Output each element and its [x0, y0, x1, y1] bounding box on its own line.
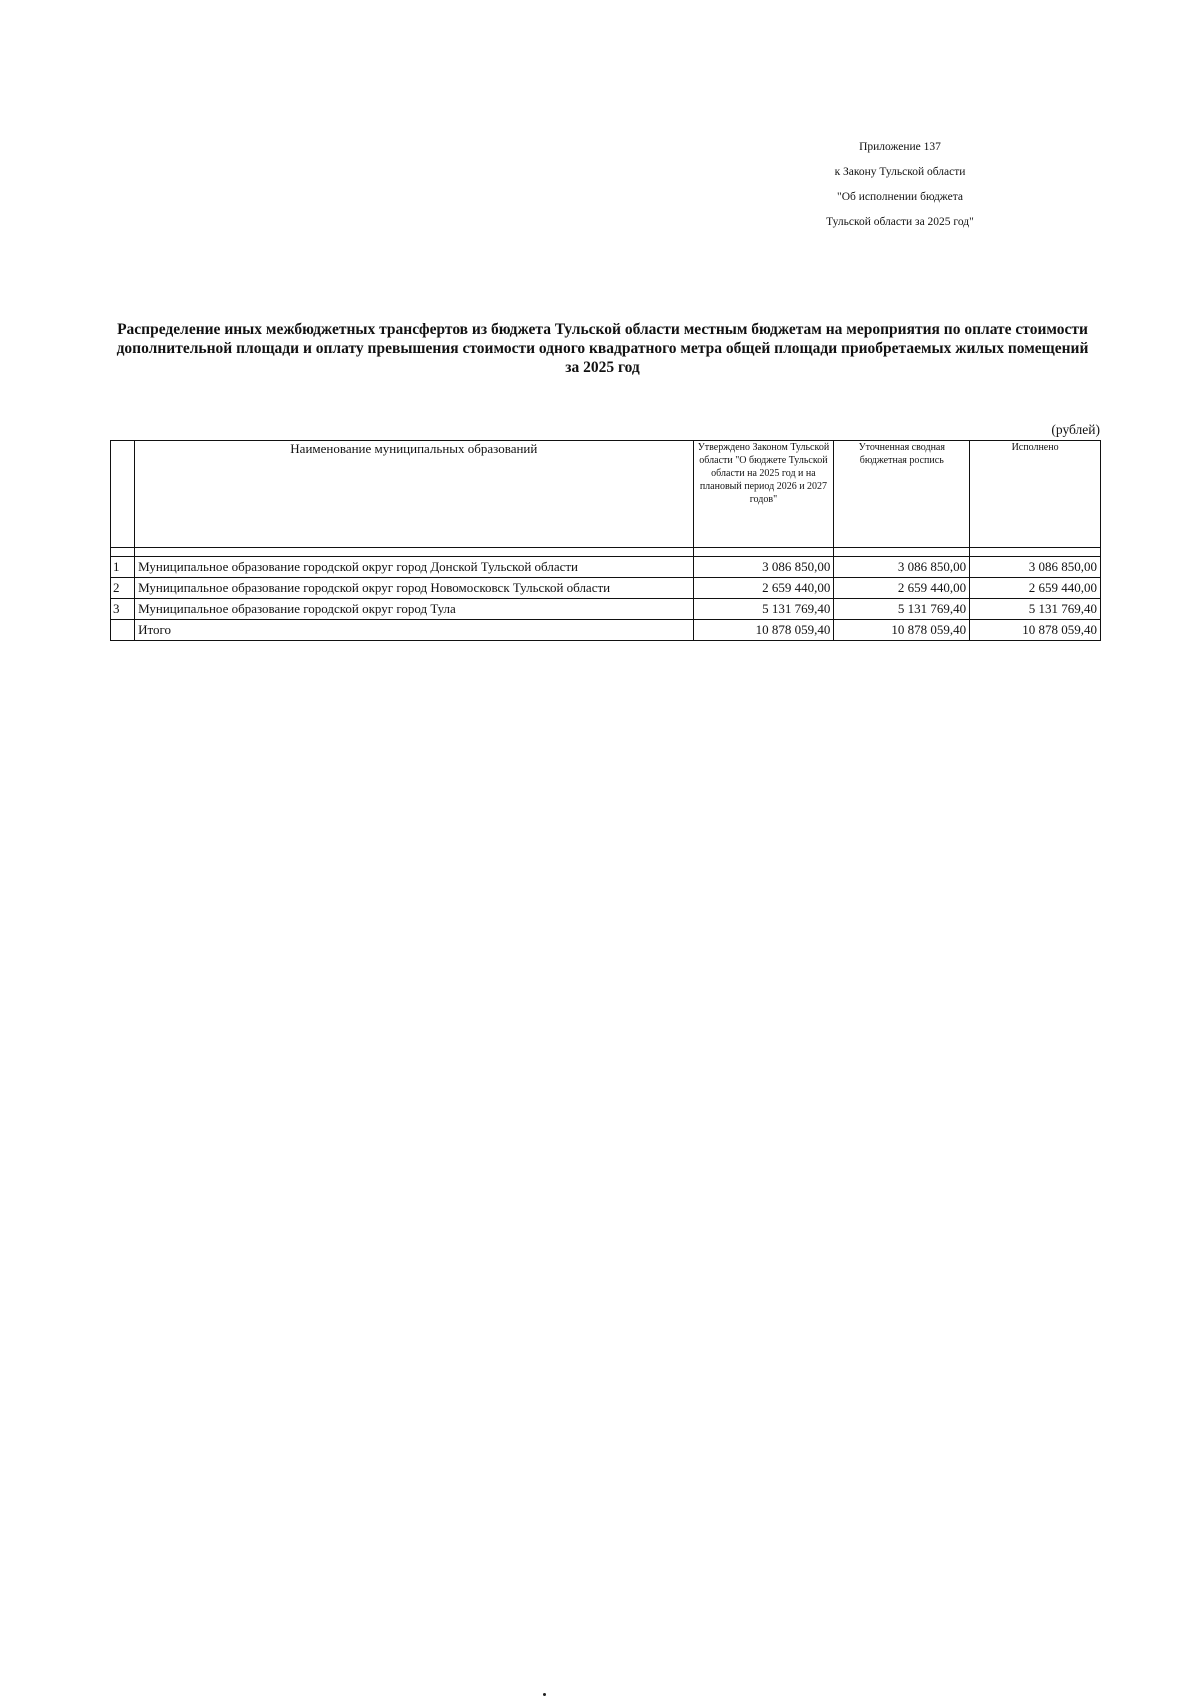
table-row	[111, 599, 1101, 620]
header-approved: Утверждено Законом Тульской области "О бюджете Тульской области на 2025 год и на плановый период 2026 и 2027 годов"	[693, 441, 834, 548]
row-name: Муниципальное образование городской округ город Донской Тульской области	[135, 557, 693, 578]
row-refined: 2 659 440,00	[834, 578, 970, 599]
scan-speck	[543, 1693, 546, 1696]
row-refined: 3 086 850,00	[834, 557, 970, 578]
row-number: 3	[111, 599, 135, 620]
appendix-law-title-1: "Об исполнении бюджета	[837, 191, 963, 203]
row-executed: 3 086 850,00	[970, 557, 1101, 578]
header-number	[111, 441, 135, 548]
header-executed: Исполнено	[970, 441, 1101, 548]
row-name: Муниципальное образование городской округ город Новомосковск Тульской области	[135, 578, 693, 599]
appendix-law-ref: к Закону Тульской области	[834, 166, 966, 178]
row-executed: 5 131 769,40	[970, 599, 1101, 620]
distribution-table	[110, 440, 1101, 641]
row-executed: 2 659 440,00	[970, 578, 1101, 599]
row-refined: 5 131 769,40	[834, 599, 970, 620]
row-approved: 5 131 769,40	[693, 599, 834, 620]
header-refined: Уточненная сводная бюджетная роспись	[834, 441, 970, 548]
document-title: Распределение иных межбюджетных трансфертов из бюджета Тульской области местным бюджетам на мероприятия по оплате стоимости дополнительной площади и оплату превышения стоимости одного квадратного метра общей площади приобретаемых жилых помещений за 2025 год	[116, 321, 1089, 376]
unit-label: (рублей)	[1051, 422, 1100, 437]
table-row	[111, 578, 1101, 599]
total-label: Итого	[135, 620, 693, 641]
row-number: 2	[111, 578, 135, 599]
appendix-number: Приложение 137	[859, 141, 941, 153]
appendix-law-title-2: Тульской области за 2025 год"	[826, 216, 974, 228]
row-approved: 2 659 440,00	[693, 578, 834, 599]
total-refined: 10 878 059,40	[834, 620, 970, 641]
row-approved: 3 086 850,00	[693, 557, 834, 578]
row-number: 1	[111, 557, 135, 578]
table-spacer	[111, 548, 1101, 557]
header-name: Наименование муниципальных образований	[135, 441, 693, 548]
table-total-row	[111, 620, 1101, 641]
table-header-row	[111, 441, 1101, 548]
appendix-header	[780, 135, 1020, 235]
total-approved: 10 878 059,40	[693, 620, 834, 641]
table-row	[111, 557, 1101, 578]
total-number	[111, 620, 135, 641]
total-executed: 10 878 059,40	[970, 620, 1101, 641]
row-name: Муниципальное образование городской округ город Тула	[135, 599, 693, 620]
